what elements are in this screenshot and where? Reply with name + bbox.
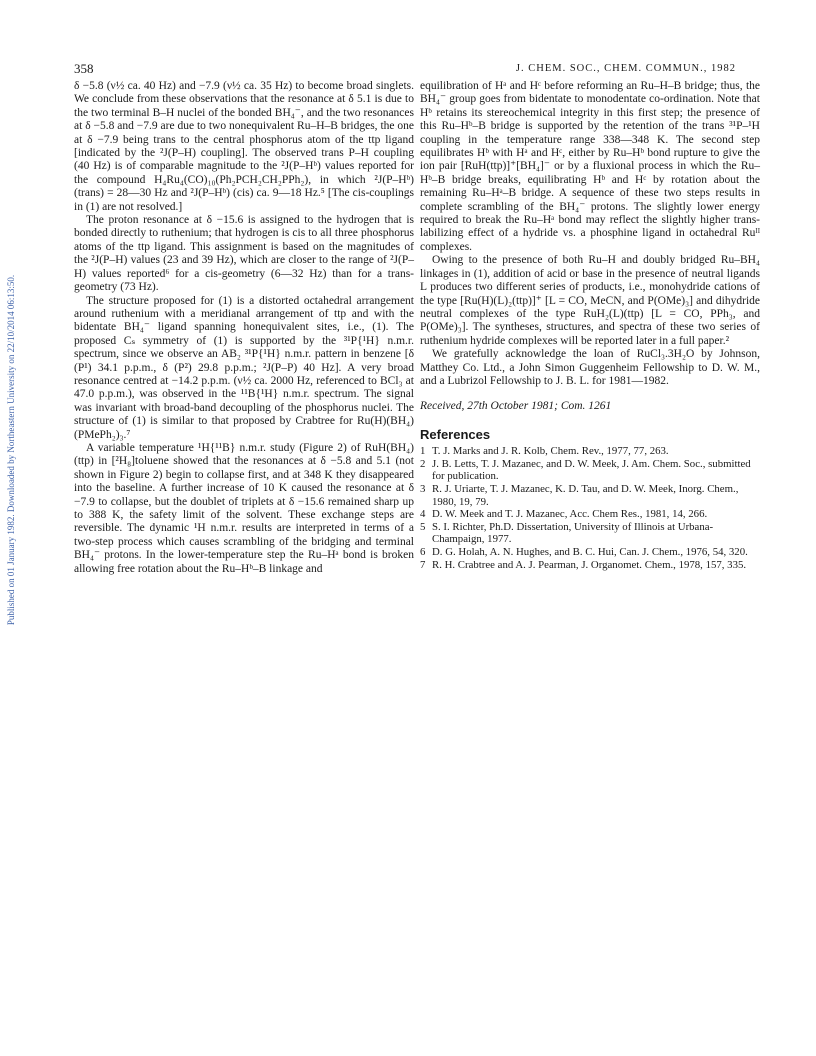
body-paragraph: The structure proposed for (1) is a distorted octahedral arrangement around ruthenium with a meridianal arrangement of ttp and with the bidentate BH₄⁻ ligand spanning honequivalent sites, i.e., (1). The proposed Cₛ symmetry of (1) is supported by the ³¹P{¹H} n.m.r. spectrum, since we observe an AB₂ ³¹P{¹H} n.m.r. pattern in benzene [δ (P¹) 34.1 p.p.m., δ (P²) 29.8 p.p.m.; ²J(P–P) 40 Hz]. A very broad resonance centred at −14.2 p.p.m. (ν½ ca. 2000 Hz, referenced to BCl₃ at 47.0 p.p.m.), was observed in the ¹¹B{¹H} n.m.r. spectrum. The signal was invariant with broad-band decoupling of the phosphorus nuclei. The structure of (1) is similar to that proposed by Crabtree for Ru(H)(BH₄)(PMePh₂)₃.⁷ (74, 294, 414, 441)
received-date: Received, 27th October 1981; Com. 1261 (420, 400, 612, 413)
reference-item: 7 R. H. Crabtree and A. J. Pearman, J. Organomet. Chem., 1978, 157, 335. (420, 558, 747, 571)
acknowledgement-paragraph: We gratefully acknowledge the loan of RuCl₃.3H₂O by Johnson, Matthey Co. Ltd., a John Simon Guggenheim Fellowship to D. W. M., and a Lubrizol Fellowship to J. B. L. for 1981—1982. (420, 348, 760, 387)
body-paragraph: The proton resonance at δ −15.6 is assigned to the hydrogen that is bonded directly to ruthenium; that hydrogen is cis to all three phosphorus atoms of the ttp ligand. This assignment is based on the magnitudes of the ²J(P–H) values (23 and 39 Hz), which are closer to the range of ²J(P–H) values reported⁶ for a cis-geometry (6—32 Hz) than for a trans-geometry (73 Hz). (74, 214, 414, 294)
right-column (420, 80, 760, 571)
references-list (420, 445, 760, 571)
reference-item: 2 J. B. Letts, T. J. Mazanec, and D. W. Meek, J. Am. Chem. Soc., submitted for publication. (420, 457, 751, 483)
reference-item: 4 D. W. Meek and T. J. Mazanec, Acc. Chem Res., 1981, 14, 266. (420, 508, 708, 521)
body-paragraph: Owing to the presence of both Ru–H and doubly bridged Ru–BH₄ linkages in (1), addition of acid or base in the presence of neutral ligands L produces two different series of products, i.e., monohydride cations of the type [Ru(H)(L)₂(ttp)]⁺ [L = CO, MeCN, and P(OMe)₃] and dihydride neutral complexes of the type RuH₂(L)(ttp) [L = CO, PPh₃, and P(OMe)₃]. The syntheses, structures, and spectra of these two series of ruthenium hydride complexes will be reported later in a full paper.² (420, 254, 760, 347)
body-paragraph: δ −5.8 (ν½ ca. 40 Hz) and −7.9 (ν½ ca. 35 Hz) to become broad singlets. We conclude from these observations that the resonance at δ 5.1 is due to the two terminal B–H nuclei of the bonded BH₄⁻, and the two resonances at δ −5.8 and −7.9 are due to two nonequivalent Ru–H–B bridges, the one at δ −7.9 being trans to the central phosphorus atom of the ttp ligand [indicated by the ²J(P–H) coupling]. The observed trans P–H coupling (40 Hz) is of comparable magnitude to the ²J(P–Hᵇ) values reported for the compound H₄Ru₄(CO)₁₀(Ph₂PCH₂CH₂PPh₂), in which ²J(P–Hᵇ) (trans) = 28—30 Hz and ²J(P–Hᵇ) (cis) ca. 9—18 Hz.⁵ [The cis-couplings in (1) are not resolved.] (74, 80, 414, 213)
reference-item: 3 R. J. Uriarte, T. J. Mazanec, K. D. Tau, and D. W. Meek, Inorg. Chem., 1980, 19, 79. (420, 482, 739, 508)
reference-item: 5 S. I. Richter, Ph.D. Dissertation, University of Illinois at Urbana-Champaign, 1977. (420, 520, 714, 546)
left-column (74, 80, 414, 576)
body-paragraph: equilibration of Hᵃ and Hᶜ before reforming an Ru–H–B bridge; thus, the BH₄⁻ group goes from bidentate to monodentate co-ordination. Note that Hᵇ retains its stereochemical integrity in this first step; the presence of this Ru–Hᵇ–B bridge is supported by the retention of the trans ³¹P–¹H coupling in the temperature range 338—348 K. The second step equilibrates Hᵇ with Hᵃ and Hᶜ, either by Ru–Hᵇ bond rupture to give the ion pair [RuH(ttp)]⁺[BH₄]⁻ or by a fluxional process in which the Ru–Hᵇ–B bridge breaks, equilibrating Hᵇ and Hᶜ by rotation about the remaining Ru–Hᵃ–B bridge. A sequence of these two steps results in complete scrambling of the BH₄⁻ protons. The slightly lower energy required to break the Ru–Hᵃ bond may reflect the slightly higher trans-labilizing effect of a hydride vs. a phosphine ligand in octahedral Ruᴵᴵ complexes. (420, 80, 760, 253)
references-heading: References (420, 426, 491, 442)
running-head: J. CHEM. SOC., CHEM. COMMUN., 1982 (515, 63, 736, 74)
reference-item: 1 T. J. Marks and J. R. Kolb, Chem. Rev., 1977, 77, 263. (420, 445, 669, 458)
download-notice-sidebar (2, 200, 20, 700)
download-notice-text: Published on 01 January 1982. Downloaded by Northeastern University on 22/10/2014 06:13:50. (6, 274, 16, 626)
page-number: 358 (74, 61, 94, 76)
body-paragraph: A variable temperature ¹H{¹¹B} n.m.r. study (Figure 2) of RuH(BH₄)(ttp) in [²H₈]toluene showed that the resonances at δ −5.8 and 5.1 (not shown in Figure 2) begin to collapse first, and at 348 K they disappeared into the baseline. A further increase of 10 K caused the resonance at δ −7.9 to collapse, but the doublet of triplets at δ −15.6 remained sharp up to 388 K, the safety limit of the solvent. These exchange steps are reversible. The dynamic ¹H n.m.r. results are interpreted in terms of a two-step process which causes scrambling of the bridging and terminal BH₄⁻ protons. In the lower-temperature step the Ru–Hᵃ bond is broken allowing free rotation about the Ru–Hᵇ–B linkage and (74, 441, 414, 575)
reference-item: 6 D. G. Holah, A. N. Hughes, and B. C. Hui, Can. J. Chem., 1976, 54, 320. (420, 545, 748, 558)
